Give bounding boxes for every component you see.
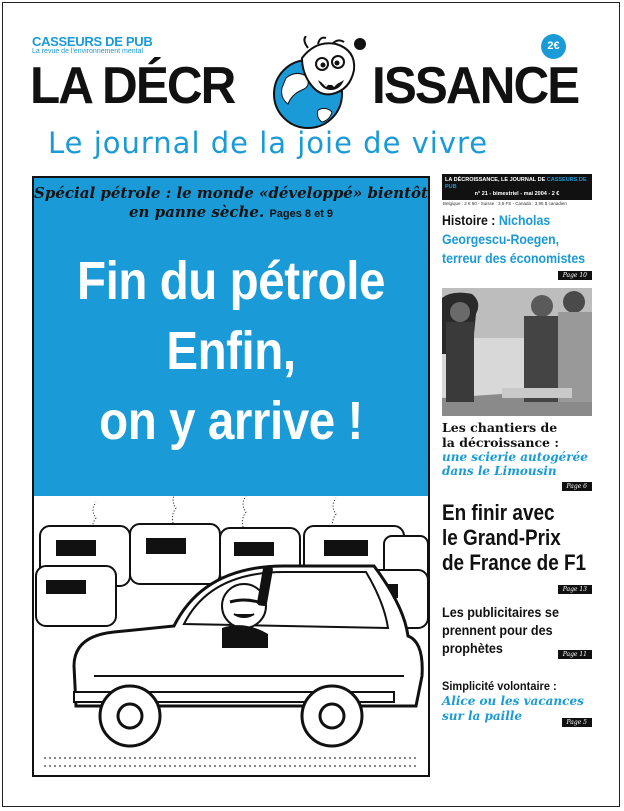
histoire-page-tag: Page 10	[558, 271, 592, 280]
workers-photo	[442, 288, 592, 416]
chantiers-page-tag: Page 6	[562, 482, 592, 491]
sidebar-prices: Belgique : 2 € 50 - Suisse : 3,5 FS - Canada : 3,95 $ canadien	[443, 201, 567, 206]
banner-issue: n° 21 - bimestriel - mai 2004 - 2 €	[474, 191, 560, 197]
headline-line: Fin du pétrole	[77, 251, 385, 311]
chantiers-line2: la décroissance :	[442, 435, 559, 450]
f1-page-tag: Page 13	[558, 585, 592, 594]
f1-line1: En finir avec	[442, 500, 555, 525]
simp-line1: Simplicité volontaire :	[442, 679, 557, 693]
pub-line3: prophètes	[442, 640, 503, 656]
story-f1	[442, 500, 592, 593]
car-illustration	[34, 496, 428, 775]
tagline: Le journal de la joie de vivre	[48, 126, 489, 160]
main-headline	[34, 246, 428, 456]
special-text: Spécial pétrole : le monde «développé» bientôt en panne sèche.	[34, 184, 428, 221]
chantiers-line1: Les chantiers de	[442, 420, 558, 435]
masthead-title-right: ISSANCE	[372, 57, 579, 115]
price-badge: 2€	[541, 34, 566, 59]
publisher-name: CASSEURS DE PUB	[32, 34, 153, 49]
special-pages: Pages 8 et 9	[269, 208, 334, 220]
headline-line: on y arrive !	[99, 391, 363, 451]
globe-face-icon	[256, 36, 374, 136]
histoire-line1	[442, 211, 574, 230]
pub-line1: Les publicitaires se	[442, 604, 559, 620]
sidebar-header	[442, 174, 592, 207]
headline-line: Enfin,	[166, 321, 296, 381]
banner-text: LA DÉCROISSANCE, LE JOURNAL DE	[445, 177, 546, 183]
pub-line2: prennent pour des	[442, 622, 553, 638]
story-simplicite	[442, 678, 592, 724]
story-publicitaires	[442, 603, 592, 657]
simp-page-tag: Page 5	[562, 718, 592, 727]
sidebar-banner	[442, 174, 592, 200]
simp-blue1: Alice ou les vacances	[442, 694, 584, 708]
f1-line2: le Grand-Prix	[442, 525, 561, 550]
masthead-title-left: LA DÉCR	[30, 57, 235, 115]
chantiers-blue2: dans le Limousin	[442, 464, 557, 478]
histoire-line3: terreur des économistes	[442, 250, 586, 266]
special-dossier	[34, 184, 428, 224]
histoire-name: Nicholas	[498, 212, 551, 228]
histoire-label: Histoire :	[442, 212, 496, 228]
chantiers-blue1: une scierie autogérée	[442, 450, 588, 464]
histoire-line2: Georgescu-Roegen,	[442, 231, 560, 247]
main-story	[32, 176, 430, 777]
story-chantiers	[442, 420, 592, 490]
f1-line3: de France de F1	[442, 550, 587, 575]
pub-page-tag: Page 11	[558, 650, 592, 659]
publisher-subtitle: La revue de l'environnement mental	[32, 48, 144, 55]
story-histoire	[442, 211, 592, 279]
banner-publisher: CASSEURS DE PUB	[445, 177, 587, 190]
simp-blue2: sur la paille	[442, 709, 522, 723]
